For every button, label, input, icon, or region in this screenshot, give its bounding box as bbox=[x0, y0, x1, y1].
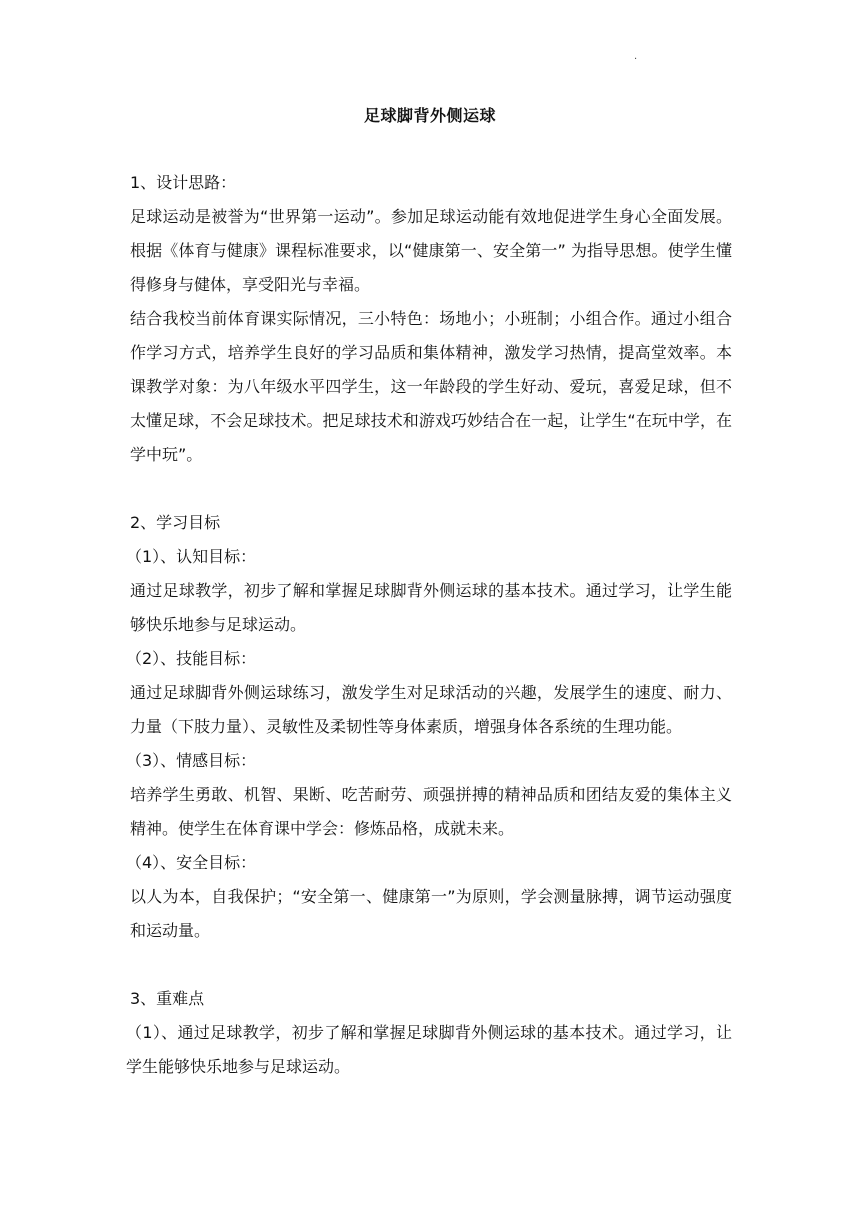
goal-1-text: 通过足球教学，初步了解和掌握足球脚背外侧运球的基本技术。通过学习，让学生能够快乐地参与足球运动。 bbox=[130, 581, 732, 634]
key-point-1: （1）、通过足球教学，初步了解和掌握足球脚背外侧运球的基本技术。通过学习，让学生能够快乐地参与足球运动。 bbox=[126, 1023, 732, 1076]
document-body bbox=[126, 166, 732, 1084]
corner-mark: . bbox=[634, 51, 638, 62]
spacer bbox=[130, 948, 732, 982]
goal-2-text: 通过足球脚背外侧运球练习，激发学生对足球活动的兴趣，发展学生的速度、耐力、力量（下肢力量）、灵敏性及柔韧性等身体素质，增强身体各系统的生理功能。 bbox=[130, 683, 732, 736]
section-1-paragraph-2: 结合我校当前体育课实际情况，三小特色：场地小；小班制；小组合作。通过小组合作学习方式，培养学生良好的学习品质和集体精神，激发学习热情，提高堂效率。本课教学对象：为八年级水平四学生，这一年龄段的学生好动、爱玩，喜爱足球，但不太懂足球，不会足球技术。把足球技术和游戏巧妙结合在一起，让学生“在玩中学，在学中玩”。 bbox=[130, 309, 732, 464]
goal-3-heading: （3）、情感目标： bbox=[126, 751, 257, 770]
spacer bbox=[130, 472, 732, 506]
section-2-heading: 2、学习目标 bbox=[130, 513, 221, 532]
section-1-paragraph-1: 足球运动是被誉为“世界第一运动”。参加足球运动能有效地促进学生身心全面发展。根据《体育与健康》课程标准要求，以“健康第一、安全第一” 为指导思想。使学生懂得修身与健体，享受阳光与幸福。 bbox=[130, 207, 732, 294]
goal-4-text: 以人为本，自我保护；“安全第一、健康第一”为原则，学会测量脉搏，调节运动强度和运动量。 bbox=[130, 887, 732, 940]
section-1-heading: 1、设计思路： bbox=[130, 173, 237, 192]
goal-4-heading: （4）、安全目标： bbox=[126, 853, 257, 872]
document-title: 足球脚背外侧运球 bbox=[363, 106, 496, 125]
section-3-heading: 3、重难点 bbox=[130, 989, 205, 1008]
goal-3-text: 培养学生勇敢、机智、果断、吃苦耐劳、顽强拼搏的精神品质和团结友爱的集体主义精神。使学生在体育课中学会：修炼品格，成就未来。 bbox=[130, 785, 732, 838]
goal-2-heading: （2）、技能目标： bbox=[126, 649, 257, 668]
goal-1-heading: （1）、认知目标： bbox=[126, 547, 257, 566]
